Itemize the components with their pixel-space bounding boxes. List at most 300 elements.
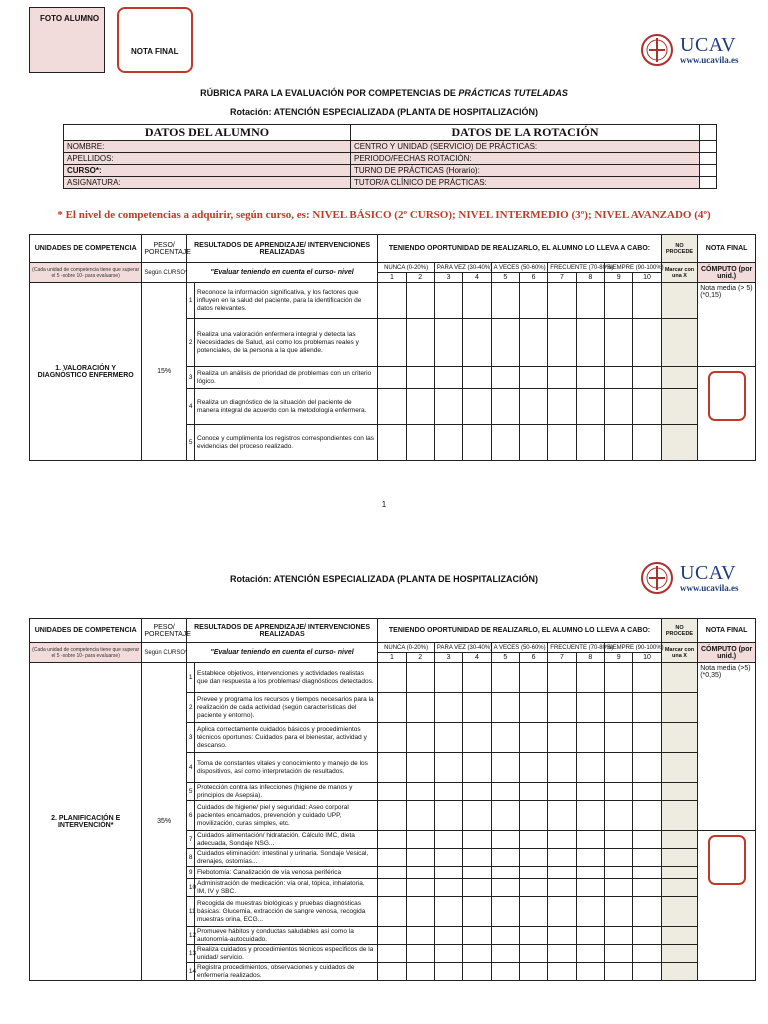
score-cell[interactable] — [434, 283, 462, 319]
score-cell[interactable] — [434, 663, 462, 693]
score-cell[interactable] — [434, 879, 462, 897]
score-cell[interactable] — [463, 723, 491, 753]
item-number: 7 — [186, 831, 194, 849]
item-text: Administración de medicación: vía oral, tópica, inhalatoria, IM, IV y SBC. — [195, 879, 378, 897]
score-cell[interactable] — [519, 963, 547, 981]
item-number: 11 — [186, 897, 194, 927]
rotacion-field[interactable]: TURNO DE PRÁCTICAS (Horario): — [351, 165, 700, 177]
score-cell[interactable] — [406, 963, 434, 981]
score-cell[interactable] — [519, 879, 547, 897]
score-cell[interactable] — [519, 663, 547, 693]
score-cell[interactable] — [604, 831, 632, 849]
score-cell[interactable] — [491, 663, 519, 693]
brand-url: www.ucavila.es — [680, 55, 739, 65]
score-cell[interactable] — [434, 831, 462, 849]
score-cell[interactable] — [519, 897, 547, 927]
unidades-header: UNIDADES DE COMPETENCIA — [30, 235, 142, 263]
no-procede-cell[interactable] — [661, 831, 697, 849]
score-cell[interactable] — [463, 367, 491, 389]
score-cell[interactable] — [463, 753, 491, 783]
score-cell[interactable] — [434, 723, 462, 753]
no-procede-cell[interactable] — [661, 367, 697, 389]
score-cell[interactable] — [576, 367, 604, 389]
computo-cell[interactable] — [698, 831, 756, 981]
score-cell[interactable] — [633, 723, 661, 753]
score-cell[interactable] — [604, 783, 632, 801]
score-cell[interactable] — [633, 831, 661, 849]
score-header: 3 — [434, 273, 462, 283]
score-cell[interactable] — [406, 693, 434, 723]
item-text: Establece objetivos, intervenciones y actividades realistas que dan respuesta a los problemas/ diagnósticos detectados. — [195, 663, 378, 693]
score-cell[interactable] — [548, 927, 576, 945]
score-cell[interactable] — [406, 897, 434, 927]
item-text: Reconoce la información significativa, y los factores que influyen en la salud del paciente, para la identificación de datos relevantes. — [195, 283, 378, 319]
score-cell[interactable] — [434, 849, 462, 867]
score-cell[interactable] — [548, 945, 576, 963]
score-cell[interactable] — [576, 897, 604, 927]
marcar-label: Marcar con una X — [661, 263, 697, 283]
item-text: Registra procedimientos, observaciones y cuidados de enfermería realizados. — [195, 963, 378, 981]
score-cell[interactable] — [491, 389, 519, 425]
score-cell[interactable] — [491, 319, 519, 367]
score-cell[interactable] — [378, 831, 406, 849]
freq-label: SIEMPRE (90-100%) — [604, 263, 661, 273]
alumno-field[interactable]: CURSO*: — [64, 165, 351, 177]
score-cell[interactable] — [519, 367, 547, 389]
score-cell[interactable] — [491, 849, 519, 867]
score-cell[interactable] — [434, 425, 462, 461]
score-cell[interactable] — [434, 945, 462, 963]
score-cell[interactable] — [519, 849, 547, 867]
item-number: 4 — [186, 753, 194, 783]
rotacion-field[interactable]: PERIODO/FECHAS ROTACIÓN: — [351, 153, 700, 165]
score-cell[interactable] — [378, 723, 406, 753]
item-number: 4 — [186, 389, 194, 425]
score-header: 1 — [378, 273, 406, 283]
score-cell[interactable] — [491, 283, 519, 319]
item-number: 1 — [186, 663, 194, 693]
no-procede-cell[interactable] — [661, 389, 697, 425]
item-text: Realiza una valoración enfermera integral y detecta las Necesidades de Salud, así como los problemas reales y potenciales, de la persona a la que atiende. — [195, 319, 378, 367]
score-cell[interactable] — [604, 801, 632, 831]
score-cell[interactable] — [604, 879, 632, 897]
score-cell[interactable] — [519, 389, 547, 425]
score-cell[interactable] — [463, 897, 491, 927]
score-cell[interactable] — [576, 801, 604, 831]
score-cell[interactable] — [604, 867, 632, 879]
score-cell[interactable] — [633, 663, 661, 693]
score-cell[interactable] — [378, 927, 406, 945]
score-cell[interactable] — [633, 693, 661, 723]
item-number: 2 — [186, 693, 194, 723]
score-cell[interactable] — [406, 927, 434, 945]
score-cell[interactable] — [434, 801, 462, 831]
score-cell[interactable] — [576, 389, 604, 425]
score-cell[interactable] — [576, 849, 604, 867]
score-cell[interactable] — [463, 283, 491, 319]
ucav-seal-icon — [640, 30, 674, 70]
score-cell[interactable] — [576, 867, 604, 879]
no-procede-cell[interactable] — [661, 879, 697, 897]
score-cell[interactable] — [463, 389, 491, 425]
score-cell[interactable] — [604, 963, 632, 981]
ucav-logo — [640, 30, 739, 70]
oportunidad-header: TENIENDO OPORTUNIDAD DE REALIZARLO, EL ALUMNO LO LLEVA A CABO: — [378, 619, 662, 643]
score-cell[interactable] — [633, 319, 661, 367]
unit-peso: 15% — [142, 283, 187, 461]
score-cell[interactable] — [519, 319, 547, 367]
no-procede-cell[interactable] — [661, 783, 697, 801]
segun-curso: Según CURSO* — [142, 263, 187, 283]
score-cell[interactable] — [406, 319, 434, 367]
no-procede-cell[interactable] — [661, 283, 697, 319]
score-cell[interactable] — [406, 867, 434, 879]
score-cell[interactable] — [548, 831, 576, 849]
score-cell[interactable] — [633, 801, 661, 831]
score-cell[interactable] — [378, 425, 406, 461]
score-cell[interactable] — [548, 753, 576, 783]
peso-header: PESO/ PORCENTAJE — [142, 619, 187, 643]
score-cell[interactable] — [576, 783, 604, 801]
score-header: 6 — [519, 273, 547, 283]
score-cell[interactable] — [406, 831, 434, 849]
item-text: Flebotomía: Canalización de vía venosa periférica — [195, 867, 378, 879]
computo-box[interactable] — [708, 371, 746, 421]
score-cell[interactable] — [406, 425, 434, 461]
score-cell[interactable] — [519, 831, 547, 849]
score-cell[interactable] — [576, 723, 604, 753]
item-number: 3 — [186, 723, 194, 753]
nota-final-box — [117, 7, 193, 73]
score-cell[interactable] — [463, 945, 491, 963]
score-cell[interactable] — [463, 879, 491, 897]
score-cell[interactable] — [378, 663, 406, 693]
score-cell[interactable] — [548, 319, 576, 367]
score-cell[interactable] — [463, 927, 491, 945]
item-number: 9 — [186, 867, 194, 879]
score-cell[interactable] — [548, 867, 576, 879]
score-cell[interactable] — [519, 927, 547, 945]
item-text: Toma de constantes vitales y conocimiento y manejo de los dispositivos, así como interpretación de resultados. — [195, 753, 378, 783]
score-cell[interactable] — [463, 963, 491, 981]
unidades-header: UNIDADES DE COMPETENCIA — [30, 619, 142, 643]
score-cell[interactable] — [491, 801, 519, 831]
score-cell[interactable] — [548, 389, 576, 425]
item-text: Prevee y programa los recursos y tiempos necesarios para la realización de cada actividad (según características del paciente y entorno). — [195, 693, 378, 723]
score-cell[interactable] — [406, 879, 434, 897]
score-cell[interactable] — [548, 723, 576, 753]
item-text: Recogida de muestras biológicas y pruebas diagnósticas básicas: Glucemia, extracción de sangre venosa, recogida muestras orina, ECG... — [195, 897, 378, 927]
datos-table — [63, 124, 717, 189]
freq-label: FRECUENTE (70-80%) — [548, 643, 605, 653]
score-cell[interactable] — [434, 927, 462, 945]
score-cell[interactable] — [463, 831, 491, 849]
score-cell[interactable] — [434, 319, 462, 367]
score-cell[interactable] — [378, 693, 406, 723]
rotacion-field[interactable]: CENTRO Y UNIDAD (SERVICIO) DE PRÁCTICAS: — [351, 141, 700, 153]
evaluar-note: "Evaluar teniendo en cuenta el curso- nivel — [186, 643, 377, 663]
score-cell[interactable] — [576, 879, 604, 897]
score-cell[interactable] — [406, 663, 434, 693]
score-cell[interactable] — [519, 723, 547, 753]
no-procede-cell[interactable] — [661, 945, 697, 963]
rubric-table-unit2 — [29, 618, 756, 981]
no-procede-cell[interactable] — [661, 927, 697, 945]
score-cell[interactable] — [548, 693, 576, 723]
score-cell[interactable] — [576, 319, 604, 367]
score-cell[interactable] — [378, 389, 406, 425]
score-cell[interactable] — [633, 283, 661, 319]
item-number: 8 — [186, 849, 194, 867]
score-cell[interactable] — [519, 867, 547, 879]
score-cell[interactable] — [633, 945, 661, 963]
score-cell[interactable] — [633, 867, 661, 879]
score-header: 2 — [406, 273, 434, 283]
computo-label: CÓMPUTO (por unid.) — [698, 643, 756, 663]
score-cell[interactable] — [604, 927, 632, 945]
score-cell[interactable] — [576, 663, 604, 693]
freq-label: SIEMPRE (90-100%) — [604, 643, 661, 653]
score-cell[interactable] — [491, 425, 519, 461]
score-cell[interactable] — [548, 663, 576, 693]
score-cell[interactable] — [491, 831, 519, 849]
score-header: 1 — [378, 653, 406, 663]
score-header: 9 — [604, 653, 632, 663]
score-cell[interactable] — [491, 963, 519, 981]
score-header: 10 — [633, 273, 661, 283]
score-cell[interactable] — [463, 801, 491, 831]
score-cell[interactable] — [463, 783, 491, 801]
score-cell[interactable] — [378, 897, 406, 927]
score-cell[interactable] — [378, 945, 406, 963]
no-procede-cell[interactable] — [661, 849, 697, 867]
score-cell[interactable] — [463, 425, 491, 461]
score-cell[interactable] — [378, 367, 406, 389]
brand-name: UCAV — [680, 34, 737, 56]
score-cell[interactable] — [463, 867, 491, 879]
computo-box[interactable] — [708, 835, 746, 885]
score-cell[interactable] — [434, 693, 462, 723]
item-number: 10 — [186, 879, 194, 897]
score-cell[interactable] — [378, 849, 406, 867]
alumno-header: DATOS DEL ALUMNO — [64, 125, 351, 141]
score-cell[interactable] — [406, 945, 434, 963]
score-cell[interactable] — [406, 389, 434, 425]
score-cell[interactable] — [491, 867, 519, 879]
score-cell[interactable] — [548, 783, 576, 801]
score-cell[interactable] — [604, 283, 632, 319]
no-procede-cell[interactable] — [661, 319, 697, 367]
no-procede-cell[interactable] — [661, 963, 697, 981]
score-cell[interactable] — [434, 389, 462, 425]
score-cell[interactable] — [463, 693, 491, 723]
score-cell[interactable] — [491, 723, 519, 753]
alumno-field[interactable]: APELLIDOS: — [64, 153, 351, 165]
score-cell[interactable] — [633, 389, 661, 425]
score-cell[interactable] — [519, 783, 547, 801]
score-cell[interactable] — [604, 319, 632, 367]
score-cell[interactable] — [633, 879, 661, 897]
score-cell[interactable] — [378, 283, 406, 319]
score-cell[interactable] — [576, 945, 604, 963]
computo-label: CÓMPUTO (por unid.) — [698, 263, 756, 283]
score-cell[interactable] — [491, 783, 519, 801]
score-cell[interactable] — [633, 425, 661, 461]
score-cell[interactable] — [434, 897, 462, 927]
score-cell[interactable] — [548, 367, 576, 389]
score-cell[interactable] — [548, 897, 576, 927]
score-cell[interactable] — [491, 693, 519, 723]
score-cell[interactable] — [604, 425, 632, 461]
score-cell[interactable] — [434, 867, 462, 879]
score-cell[interactable] — [378, 879, 406, 897]
item-text: Realiza un diagnóstico de la situación del paciente de manera integral de acuerdo con la metodología enfermera. — [195, 389, 378, 425]
score-cell[interactable] — [378, 753, 406, 783]
score-cell[interactable] — [519, 693, 547, 723]
unidades-note: (Cada unidad de competencia tiene que superar el 5 -sobre 10- para evaluarse) — [30, 263, 142, 283]
item-text: Promueve hábitos y conductas saludables así como la autonomía-autocuidado. — [195, 927, 378, 945]
score-cell[interactable] — [576, 283, 604, 319]
score-cell[interactable] — [576, 425, 604, 461]
score-cell[interactable] — [491, 753, 519, 783]
score-cell[interactable] — [491, 897, 519, 927]
table-row — [30, 283, 756, 319]
score-cell[interactable] — [576, 831, 604, 849]
score-cell[interactable] — [548, 283, 576, 319]
unidades-note: (Cada unidad de competencia tiene que superar el 5 -sobre 10- para evaluarse) — [30, 643, 142, 663]
score-cell[interactable] — [519, 283, 547, 319]
score-cell[interactable] — [434, 963, 462, 981]
freq-label: PARA VEZ (30-40%) — [434, 263, 491, 273]
rotation-title: Rotación: ATENCIÓN ESPECIALIZADA (PLANTA DE HOSPITALIZACIÓN) — [230, 574, 538, 584]
photo-label: FOTO ALUMNO — [40, 14, 100, 23]
score-cell[interactable] — [378, 963, 406, 981]
score-cell[interactable] — [604, 945, 632, 963]
alumno-field[interactable]: ASIGNATURA: — [64, 177, 351, 189]
item-text: Protección contra las infecciones (higiene de manos y principios de Asepsia). — [195, 783, 378, 801]
alumno-field[interactable]: NOMBRE: — [64, 141, 351, 153]
score-cell[interactable] — [406, 367, 434, 389]
score-cell[interactable] — [576, 693, 604, 723]
item-number: 5 — [186, 783, 194, 801]
score-cell[interactable] — [548, 801, 576, 831]
score-cell[interactable] — [548, 963, 576, 981]
score-cell[interactable] — [604, 753, 632, 783]
score-cell[interactable] — [604, 367, 632, 389]
score-cell[interactable] — [434, 753, 462, 783]
score-cell[interactable] — [576, 927, 604, 945]
no-procede-cell[interactable] — [661, 801, 697, 831]
score-cell[interactable] — [406, 283, 434, 319]
score-cell[interactable] — [633, 849, 661, 867]
score-cell[interactable] — [519, 425, 547, 461]
nota-media-cell: Nota media (>5) (*0,35) — [698, 663, 756, 831]
rotacion-field[interactable]: TUTOR/A CLÍNICO DE PRÁCTICAS: — [351, 177, 700, 189]
item-number: 12 — [186, 927, 194, 945]
score-header: 8 — [576, 653, 604, 663]
score-cell[interactable] — [463, 663, 491, 693]
score-cell[interactable] — [604, 389, 632, 425]
score-cell[interactable] — [633, 753, 661, 783]
score-cell[interactable] — [378, 867, 406, 879]
score-cell[interactable] — [491, 945, 519, 963]
unit-peso: 35% — [142, 663, 187, 981]
score-cell[interactable] — [633, 783, 661, 801]
segun-curso: Según CURSO* — [142, 643, 187, 663]
score-cell[interactable] — [406, 723, 434, 753]
score-cell[interactable] — [378, 319, 406, 367]
item-text: Realiza cuidados y procedimientos técnicos específicos de la unidad/ servicio. — [195, 945, 378, 963]
score-cell[interactable] — [434, 783, 462, 801]
score-header: 7 — [548, 653, 576, 663]
no-procede-cell[interactable] — [661, 867, 697, 879]
score-cell[interactable] — [633, 927, 661, 945]
score-cell[interactable] — [406, 849, 434, 867]
score-cell[interactable] — [548, 879, 576, 897]
no-procede-header: NO PROCEDE — [661, 235, 697, 263]
score-cell[interactable] — [519, 801, 547, 831]
no-procede-cell[interactable] — [661, 723, 697, 753]
score-cell[interactable] — [576, 963, 604, 981]
page-number: 1 — [381, 500, 387, 509]
score-cell[interactable] — [491, 879, 519, 897]
freq-label: NUNCA (0-20%) — [378, 643, 435, 653]
peso-header: PESO/ PORCENTAJE — [142, 235, 187, 263]
score-cell[interactable] — [633, 963, 661, 981]
nota-media-cell: Nota media (> 5) (*0,15) — [698, 283, 756, 367]
score-cell[interactable] — [633, 897, 661, 927]
score-cell[interactable] — [378, 783, 406, 801]
no-procede-cell[interactable] — [661, 693, 697, 723]
computo-cell[interactable] — [698, 367, 756, 461]
score-cell[interactable] — [604, 723, 632, 753]
score-header: 10 — [633, 653, 661, 663]
score-cell[interactable] — [519, 753, 547, 783]
item-number: 5 — [186, 425, 194, 461]
score-header: 4 — [463, 273, 491, 283]
item-text: Realiza un análisis de prioridad de problemas con un criterio lógico. — [195, 367, 378, 389]
score-cell[interactable] — [406, 801, 434, 831]
unit-name: 2. PLANIFICACIÓN E INTERVENCIÓN* — [30, 663, 142, 981]
score-cell[interactable] — [491, 927, 519, 945]
score-cell[interactable] — [604, 693, 632, 723]
score-cell[interactable] — [463, 319, 491, 367]
evaluar-note: "Evaluar teniendo en cuenta el curso- nivel — [186, 263, 377, 283]
score-cell[interactable] — [463, 849, 491, 867]
brand-name: UCAV — [680, 562, 737, 584]
score-cell[interactable] — [434, 367, 462, 389]
no-procede-cell[interactable] — [661, 897, 697, 927]
score-cell[interactable] — [406, 753, 434, 783]
score-cell[interactable] — [604, 849, 632, 867]
item-number: 2 — [186, 319, 194, 367]
score-cell[interactable] — [604, 897, 632, 927]
score-cell[interactable] — [491, 367, 519, 389]
score-cell[interactable] — [548, 849, 576, 867]
score-cell[interactable] — [576, 753, 604, 783]
no-procede-cell[interactable] — [661, 663, 697, 693]
score-cell[interactable] — [519, 945, 547, 963]
score-cell[interactable] — [604, 663, 632, 693]
no-procede-cell[interactable] — [661, 425, 697, 461]
score-cell[interactable] — [633, 367, 661, 389]
score-cell[interactable] — [406, 783, 434, 801]
no-procede-cell[interactable] — [661, 753, 697, 783]
nota-final-header: NOTA FINAL — [698, 235, 756, 263]
score-cell[interactable] — [548, 425, 576, 461]
item-text: Cuidados alimentación/ hidratación. Cálculo IMC, dieta adecuada, Sondaje NSG... — [195, 831, 378, 849]
score-cell[interactable] — [378, 801, 406, 831]
